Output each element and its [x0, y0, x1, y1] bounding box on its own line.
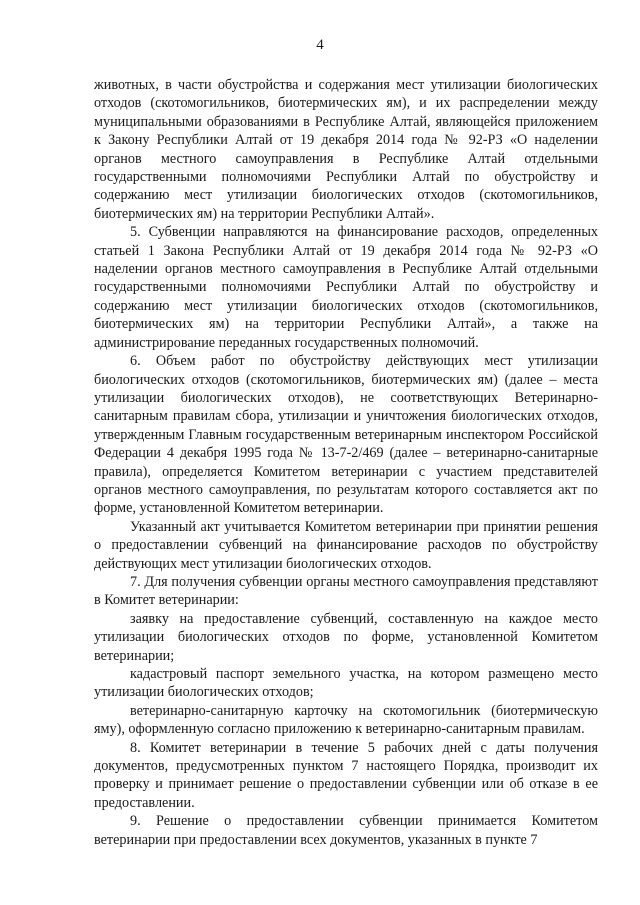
paragraph-item-7-application: заявку на предоставление субвенций, составленную на каждое место утилизации биологических отходов по форме, установленной Комитетом ветеринарии;	[94, 610, 598, 664]
document-body	[94, 76, 598, 849]
paragraph-item-8: 8. Комитет ветеринарии в течение 5 рабочих дней с даты получения документов, предусмотренных пунктом 7 настоящего Порядка, производит их проверку и принимает решение о предоставлении субвенции или об отказе в ее предоставлении.	[94, 739, 598, 811]
paragraph-item-5: 5. Субвенции направляются на финансирование расходов, определенных статьей 1 Закона Республики Алтай от 19 декабря 2014 года № 92-РЗ «О наделении органов местного самоуправления в Республике Алтай отдельными государственными полномочиями Республики Алтай по обустройству и содержанию мест утилизации биологических отходов (скотомогильников, биотермических ям) на территории Республики Алтай», а также на администрирование переданных государственных полномочий.	[94, 224, 598, 351]
paragraph-item-7-vet-card: ветеринарно-санитарную карточку на скотомогильник (биотермическую яму), оформленную согласно приложению к ветеринарно-санитарным правилам.	[94, 702, 598, 738]
paragraph-item-9: 9. Решение о предоставлении субвенции принимается Комитетом ветеринарии при предоставлении всех документов, указанных в пункте 7	[94, 813, 598, 848]
paragraph-item-6: 6. Объем работ по обустройству действующих мест утилизации биологических отходов (скотомогильников, биотермических ям) (далее – места утилизации биологических отходов), не соответствующих Ветеринарно-санитарным правилам сбора, утилизации и уничтожения биологических отходов, утвержденным Главным государственным ветеринарным инспектором Российской Федерации 4 декабря 1995 года № 13-7-2/469 (далее – ветеринарно-санитарные правила), определяется Комитетом ветеринарии с участием представителей органов местного самоуправления, по результатам которого составляется акт по форме, установленной Комитетом ветеринарии.	[94, 353, 598, 517]
paragraph-act-note: Указанный акт учитывается Комитетом ветеринарии при принятии решения о предоставлении субвенций на финансирование расходов по обустройству действующих мест утилизации биологических отходов.	[94, 518, 598, 572]
page-number: 4	[316, 37, 324, 53]
paragraph-item-7-cadastral: кадастровый паспорт земельного участка, на котором размещено место утилизации биологических отходов;	[94, 666, 598, 701]
paragraph-continuation: животных, в части обустройства и содержания мест утилизации биологических отходов (скотомогильников, биотермических ям), и их распределении между муниципальными образованиями в Республике Алтай, являющейся приложением к Закону Республики Алтай от 19 декабря 2014 года № 92-РЗ «О наделении органов местного самоуправления в Республике Алтай отдельными государственными полномочиями Республики Алтай по обустройству и содержанию мест утилизации биологических отходов (скотомогильников, биотермических ям) на территории Республики Алтай».	[94, 77, 598, 222]
paragraph-item-7: 7. Для получения субвенции органы местного самоуправления представляют в Комитет ветеринарии:	[94, 573, 598, 609]
